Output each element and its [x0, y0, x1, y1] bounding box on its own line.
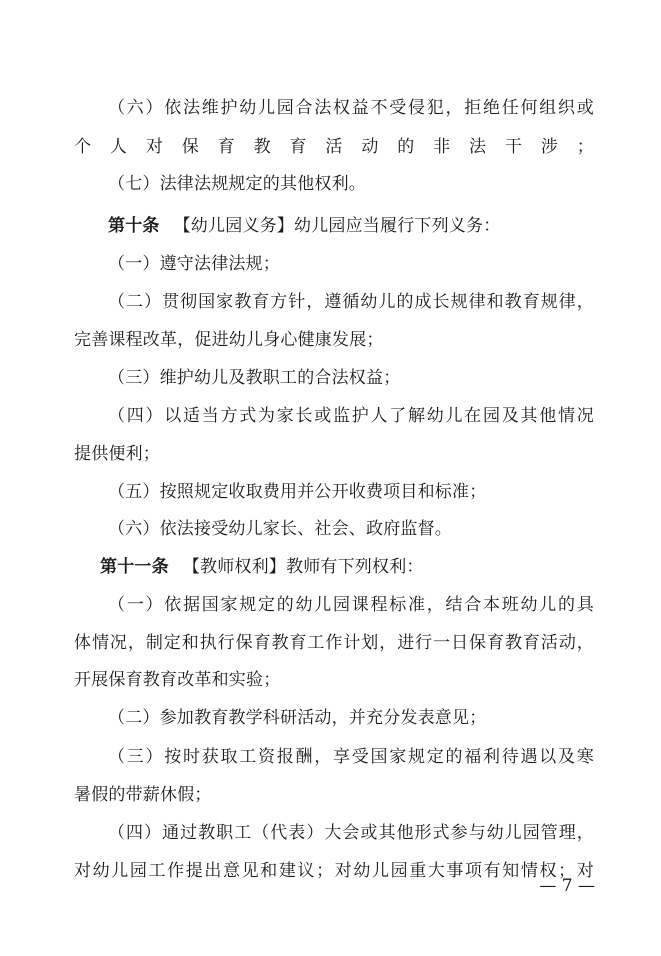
article-11-line	[100, 556, 620, 578]
paragraph-line: （四）以适当方式为家长或监护人了解幼儿在园及其他情况	[108, 406, 594, 426]
paragraph-line: 提供便利；	[74, 444, 160, 464]
paragraph-line: （六）依法维护幼儿园合法权益不受侵犯，拒绝任何组织或	[108, 98, 594, 118]
paragraph-line: 体情况，制定和执行保育教育工作计划，进行一日保育教育活动，	[74, 633, 594, 653]
paragraph-line: 开展保育教育改革和实验；	[74, 670, 281, 690]
paragraph-line: 暑假的带薪休假；	[74, 785, 212, 805]
paragraph-line: 个人对保育教育活动的非法干涉；	[74, 137, 594, 157]
article-10-line	[108, 215, 594, 237]
paragraph-line: （四）通过教职工（代表）大会或其他形式参与幼儿园管理，	[108, 823, 594, 843]
article-10-body: 【幼儿园义务】幼儿园应当履行下列义务：	[173, 216, 501, 236]
paragraph-line: 对幼儿园工作提出意见和建议；对幼儿园重大事项有知情权；对	[74, 861, 594, 881]
paragraph-line: （一）依据国家规定的幼儿园课程标准，结合本班幼儿的具	[108, 595, 594, 615]
page-number: — 7 —	[539, 876, 595, 896]
paragraph-line: （二）参加教育教学科研活动，并充分发表意见；	[108, 708, 487, 728]
paragraph-line: （三）按时获取工资报酬，享受国家规定的福利待遇以及寒	[108, 747, 594, 767]
paragraph-line: （三）维护幼儿及教职工的合法权益；	[108, 368, 401, 388]
paragraph-line: （七）法律法规规定的其他权利。	[108, 174, 366, 194]
article-10-heading: 第十条	[108, 216, 160, 236]
paragraph-line: （六）依法接受幼儿家长、社会、政府监督。	[108, 519, 452, 539]
article-11-heading: 第十一条	[100, 557, 169, 577]
paragraph-line: （五）按照规定收取费用并公开收费项目和标准；	[108, 482, 487, 502]
paragraph-line: （一）遵守法律法规；	[108, 254, 280, 274]
article-11-body: 【教师权利】教师有下列权利：	[182, 557, 424, 577]
paragraph-line: （二）贯彻国家教育方针，遵循幼儿的成长规律和教育规律，	[108, 292, 594, 312]
paragraph-line: 完善课程改革，促进幼儿身心健康发展；	[74, 330, 384, 350]
